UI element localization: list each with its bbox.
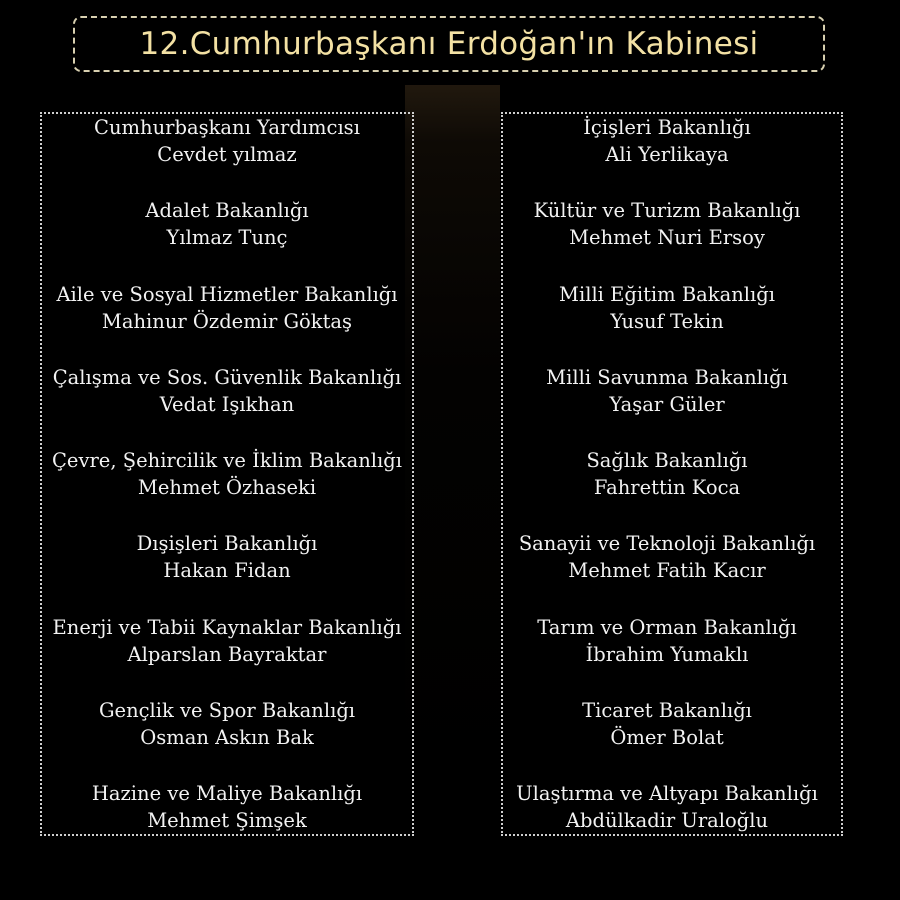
cabinet-entry xyxy=(40,197,414,280)
ministry-name: Milli Eğitim Bakanlığı xyxy=(559,282,775,306)
ministry-name: Milli Savunma Bakanlığı xyxy=(546,365,788,389)
ministry-name: Gençlik ve Spor Bakanlığı xyxy=(98,699,356,723)
background-portrait-shadow xyxy=(405,85,500,805)
cabinet-entry xyxy=(494,114,840,197)
minister-name: Hakan Fidan xyxy=(163,559,291,583)
cabinet-entry xyxy=(494,780,840,863)
ministry-name: Tarım ve Orman Bakanlığı xyxy=(537,615,797,639)
minister-name: Cevdet yılmaz xyxy=(157,143,297,166)
ministry-name: Dışişleri Bakanlığı xyxy=(136,532,318,556)
minister-name: Yaşar Güler xyxy=(609,392,725,416)
cabinet-entry xyxy=(494,530,840,613)
minister-name: Mehmet Nuri Ersoy xyxy=(569,226,765,250)
ministry-name: İçişleri Bakanlığı xyxy=(583,116,751,139)
minister-name: Mahinur Özdemir Göktaş xyxy=(101,309,353,333)
ministry-name: Kültür ve Turizm Bakanlığı xyxy=(533,199,801,223)
cabinet-entry xyxy=(40,447,414,530)
ministry-name: Çalışma ve Sos. Güvenlik Bakanlığı xyxy=(52,365,402,389)
cabinet-entry xyxy=(40,780,414,863)
minister-name: Abdülkadir Uraloğlu xyxy=(565,809,769,833)
minister-name: Ömer Bolat xyxy=(610,726,724,750)
cabinet-entry xyxy=(494,447,840,530)
ministry-name: Sanayii ve Teknoloji Bakanlığı xyxy=(518,532,816,556)
right-cabinet-list xyxy=(494,114,840,864)
title-frame xyxy=(73,16,825,72)
minister-name: İbrahim Yumaklı xyxy=(585,642,749,666)
ministry-name: Adalet Bakanlığı xyxy=(145,199,309,223)
minister-name: Mehmet Fatih Kacır xyxy=(568,559,766,583)
cabinet-entry xyxy=(40,114,414,197)
ministry-name: Sağlık Bakanlığı xyxy=(586,449,748,473)
minister-name: Alparslan Bayraktar xyxy=(127,642,327,666)
minister-name: Fahrettin Koca xyxy=(593,476,741,500)
ministry-name: Cumhurbaşkanı Yardımcısı xyxy=(94,116,360,139)
minister-name: Mehmet Şimşek xyxy=(147,809,307,833)
minister-name: Vedat Işıkhan xyxy=(159,392,295,416)
minister-name: Osman Askın Bak xyxy=(140,726,314,750)
minister-name: Mehmet Özhaseki xyxy=(137,476,317,500)
ministry-name: Çevre, Şehircilik ve İklim Bakanlığı xyxy=(52,449,402,473)
ministry-name: Ulaştırma ve Altyapı Bakanlığı xyxy=(516,782,818,806)
ministry-name: Aile ve Sosyal Hizmetler Bakanlığı xyxy=(56,282,398,306)
cabinet-entry xyxy=(40,614,414,697)
cabinet-entry xyxy=(40,697,414,780)
minister-name: Yusuf Tekin xyxy=(610,309,724,333)
cabinet-entry xyxy=(494,197,840,280)
cabinet-entry xyxy=(40,530,414,613)
cabinet-entry xyxy=(494,697,840,780)
ministry-name: Ticaret Bakanlığı xyxy=(582,699,752,723)
cabinet-entry xyxy=(494,364,840,447)
cabinet-entry xyxy=(40,364,414,447)
cabinet-entry xyxy=(494,614,840,697)
minister-name: Ali Yerlikaya xyxy=(605,143,729,166)
ministry-name: Enerji ve Tabii Kaynaklar Bakanlığı xyxy=(52,615,402,639)
left-cabinet-list xyxy=(40,114,414,864)
cabinet-entry xyxy=(40,281,414,364)
page-title: 12.Cumhurbaşkanı Erdoğan'ın Kabinesi xyxy=(139,26,759,62)
minister-name: Yılmaz Tunç xyxy=(166,226,288,250)
cabinet-entry xyxy=(494,281,840,364)
ministry-name: Hazine ve Maliye Bakanlığı xyxy=(91,782,363,806)
